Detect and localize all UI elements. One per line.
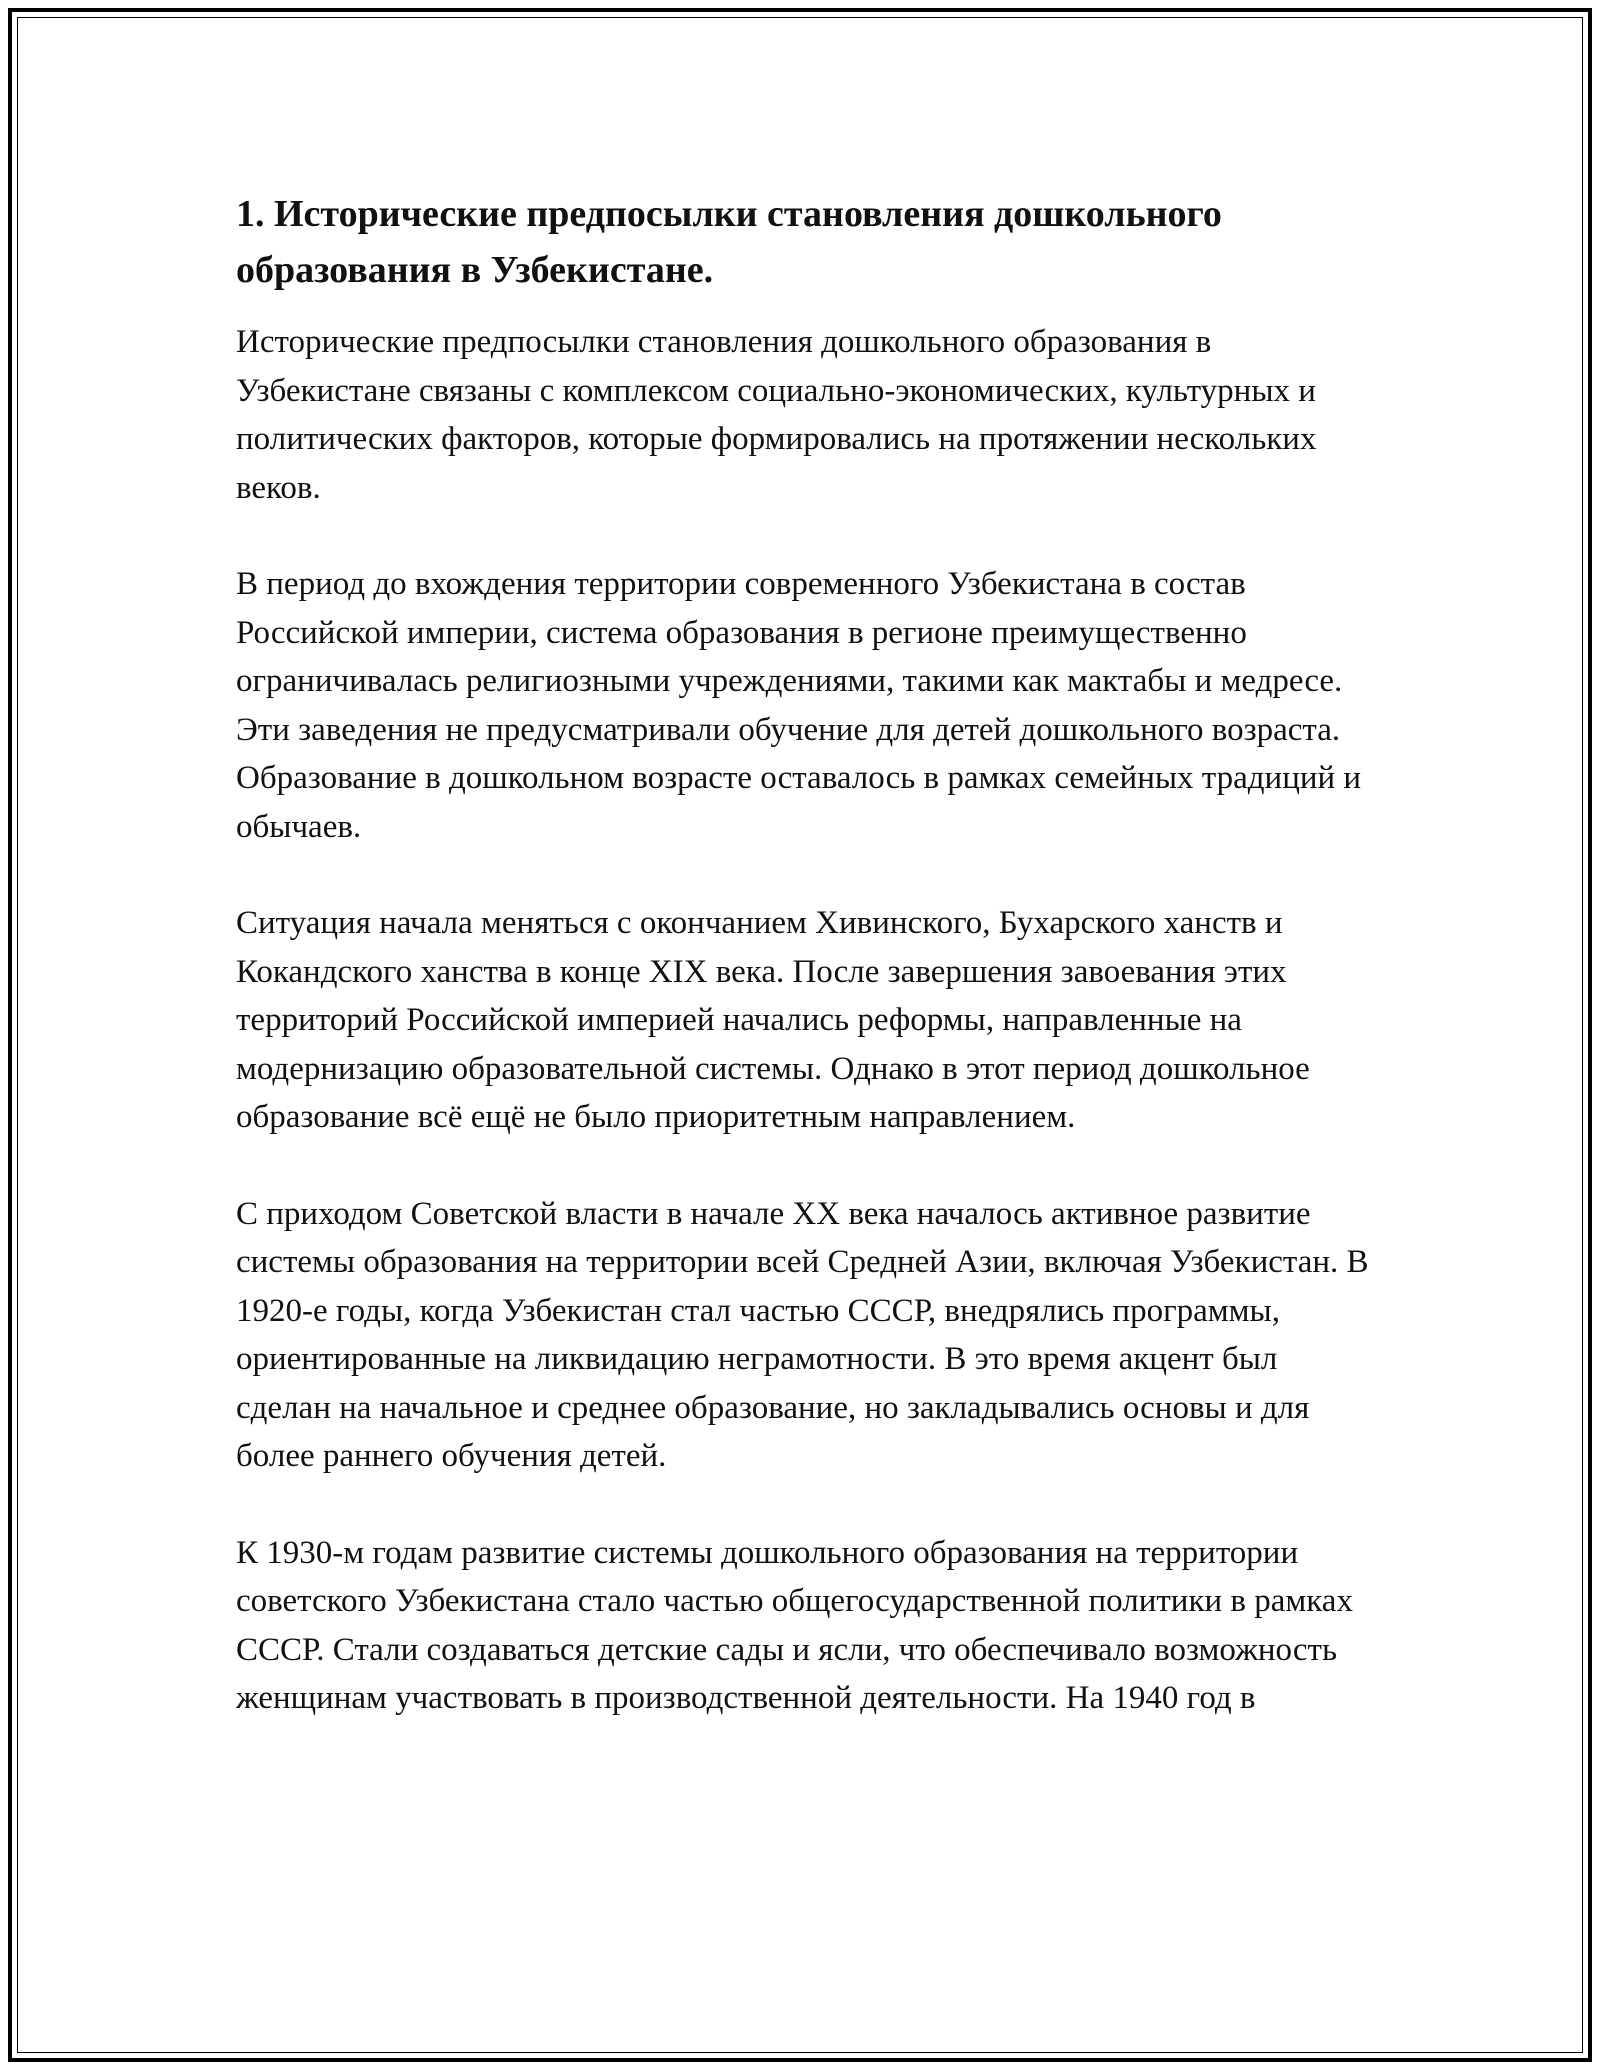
paragraph-russian-empire-period: Ситуация начала меняться с окончанием Хивинского, Бухарского ханств и Кокандского ханства в конце XIX века. После завершения завоевания этих территорий Российской империей начались реформы, направленные на модернизацию образовательной системы. Однако в этот период дошкольное образование всё ещё не было приоритетным направлением.	[236, 905, 1310, 1135]
paragraph-pre-russian-period: В период до вхождения территории современного Узбекистана в состав Российской империи, система образования в регионе преимущественно ограничивалась религиозными учреждениями, такими как мактабы и медресе. Эти заведения не предусматривали обучение для детей дошкольного возраста. Образование в дошкольном возрасте оставалось в рамках семейных традиций и обычаев.	[236, 566, 1362, 845]
paragraph-soviet-period: С приходом Советской власти в начале XX века началось активное развитие системы образования на территории всей Средней Азии, включая Узбекистан. В 1920-е годы, когда Узбекистан стал частью СССР, внедрялись программы, ориентированные на ликвидацию неграмотности. В это время акцент был сделан на начальное и среднее образование, но закладывались основы и для более раннего обучения детей.	[236, 1195, 1369, 1474]
paragraph-intro: Исторические предпосылки становления дошкольного образования в Узбекистане связаны с комплексом социально-экономических, культурных и политических факторов, которые формировались на протяжении нескольких веков.	[236, 324, 1317, 506]
document-body	[236, 186, 1376, 1771]
paragraph-1930s: К 1930-м годам развитие системы дошкольного образования на территории советского Узбекистана стало частью общегосударственной политики в рамках СССР. Стали создаваться детские сады и ясли, что обеспечивало возможность женщинам участвовать в производственной деятельности. На 1940 год в	[236, 1534, 1353, 1716]
section-heading: 1. Исторические предпосылки становления дошкольного образования в Узбекистане.	[236, 193, 1222, 291]
